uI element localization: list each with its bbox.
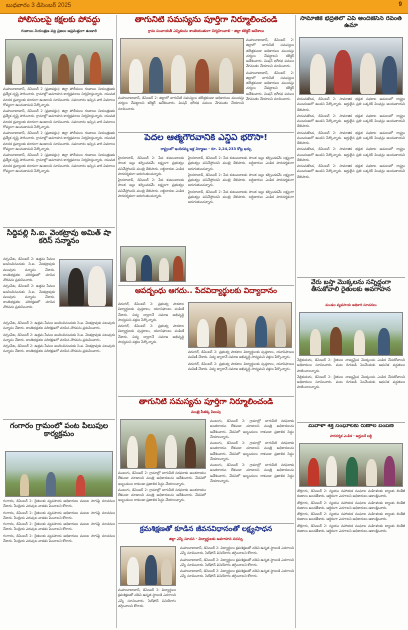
- photo-social-security: [299, 37, 403, 95]
- story-gangaram-headline: గంగారం గ్రామంలో పంట పిలుపుల కార్యక్రమం: [9, 422, 109, 438]
- story-women-body: తొర్రూరు, డిసెంబర్ 2: స్వయం సహాయక సంఘాల మహిళలకు బ్యాంకు లింకేజీ రుణాలు అందజేశారు. ఆర్థికంగా ఎదగాలని అధికారులు ఆకాంక్షించారు. తొర్రూరు, డిసెంబర్ 2: స్వయం సహాయక సంఘాల మహిళలకు బ్యాంకు లింకేజీ రుణాలు అందజేశారు. ఆర్థికంగా ఎదగాలని అధికారులు ఆకాంక్షించారు. తొర్రూరు, డిసెంబర్ 2: స్వయం సహాయక సంఘాల మహిళలకు బ్యాంకు లింకేజీ రుణాలు అందజేశారు. ఆర్థికంగా ఎదగాలని అధికారులు ఆకాంక్షించారు. తొర్రూరు, డిసెంబర్ 2: స్వయం సహాయక సంఘాల మహిళలకు బ్యాంకు లింకేజీ రుణాలు అందజేశారు. ఆర్థికంగా ఎదగాలని అధికారులు ఆకాంక్షించారు.: [297, 489, 405, 533]
- story-housing-sub: రాష్ట్రంలో ఇందిరమ్మ ఇళ్ల నిర్మాణం - రూ. 2,24,233 కోట్ల ఖర్చు: [160, 147, 252, 151]
- photo-education-event: [188, 302, 292, 348]
- photo-saplings-farmers: [299, 312, 403, 356]
- column-divider: [116, 15, 117, 628]
- photo-discipline-students: [120, 546, 176, 586]
- story-housing-body-right: హైదరాబాద్, డిసెంబర్ 2: పేద కుటుంబాలకు సొంత ఇల్లు కల్పించడమే లక్ష్యంగా ప్రభుత్వం పనిచేస్తోందని మంత్రి తెలిపారు. లబ్ధిదారుల ఎంపిక పారదర్శకంగా జరుగుతుందన్నారు. హైదరాబాద్, డిసెంబర్ 2: పేద కుటుంబాలకు సొంత ఇల్లు కల్పించడమే లక్ష్యంగా ప్రభుత్వం పనిచేస్తోందని మంత్రి తెలిపారు. లబ్ధిదారుల ఎంపిక పారదర్శకంగా జరుగుతుందన్నారు. హైదరాబాద్, డిసెంబర్ 2: పేద కుటుంబాలకు సొంత ఇల్లు కల్పించడమే లక్ష్యంగా ప్రభుత్వం పనిచేస్తోందని మంత్రి తెలిపారు. లబ్ధిదారుల ఎంపిక పారదర్శకంగా జరుగుతుందన్నారు.: [188, 156, 294, 205]
- column-right: [297, 15, 405, 628]
- story-saplings-headline: వేరు బస్తా మొక్కలను సన్నిద్దంగా తీసుకోవాలి రైతులకు అవగాహన: [311, 279, 391, 293]
- photo-minister-visit: [120, 419, 206, 469]
- story-minister-body-right: ములుగు, డిసెంబర్ 2: గ్రామాల్లో తాగునీటి సరఫరాకు అంతరాయం లేకుండా చూడాలని మంత్రి అధికారులను ఆదేశించారు. వేసవిలో ఇబ్బందులు రాకుండా ప్రణాళిక సిద్ధం చేయాలన్నారు. ములుగు, డిసెంబర్ 2: గ్రామాల్లో తాగునీటి సరఫరాకు అంతరాయం లేకుండా చూడాలని మంత్రి అధికారులను ఆదేశించారు. వేసవిలో ఇబ్బందులు రాకుండా ప్రణాళిక సిద్ధం చేయాలన్నారు. ములుగు, డిసెంబర్ 2: గ్రామాల్లో తాగునీటి సరఫరాకు అంతరాయం లేకుండా చూడాలని మంత్రి అధికారులను ఆదేశించారు. వేసవిలో ఇబ్బందులు రాకుండా ప్రణాళిక సిద్ధం చేయాలన్నారు.: [210, 419, 294, 483]
- story-minister-sub: మంత్రి సీతక్క పిలుపు: [191, 410, 221, 414]
- page-header-bar: [0, 0, 408, 14]
- story-drinkingwater-caption: మహబూబాబాద్, డిసెంబర్ 2: జిల్లాలో తాగునీటి సమస్యలు తలెత్తకుండా అధికారులు ముందస్తు చర్యలు చేపట్టాలని కలెక్టర్ ఆదేశించారు. మిషన్ భగీరథ పనులు వేగవంతం చేయాలని సూచించారు.: [118, 96, 244, 111]
- story-ci-body: నర్సంపేట, డిసెంబర్ 2: ఉత్తమ సేవలు అందించినందుకు సి.ఐ. వెంకట్రావుకు పలువురు సన్మానం చేశారు. శాంతిభద్రతల పరిరక్షణలో చూపిన చొరవను ప్రశంసించారు. నర్సంపేట, డిసెంబర్ 2: ఉత్తమ సేవలు అందించినందుకు సి.ఐ. వెంకట్రావుకు పలువురు సన్మానం చేశారు. శాంతిభద్రతల పరిరక్షణలో చూపిన చొరవను ప్రశంసించారు.: [3, 257, 55, 310]
- story-social-headline: సామాజిక భద్రతలో ఏపీ అందజేసిన రేవంత్ ఉమా: [300, 16, 402, 29]
- story-housing-headline: పేదల ఆత్మగౌరవానికి ఎన్డీఏ భరోసా!: [144, 134, 268, 143]
- story-drinkingwater-headline: తాగునీటి సమస్యను పూర్తిగా నిర్మూలించండి: [134, 16, 278, 25]
- photo-crop-field: [5, 451, 113, 497]
- photo-collector-meeting: [120, 38, 244, 94]
- story-women-sub: పారదర్శక ఎంపిక - అర్హులకే లబ్ధి: [329, 434, 373, 438]
- story-women-headline: మహిళా శక్తి సంఘాలకు రుణాల పంపిణీ: [308, 424, 394, 429]
- story-discipline-body-left: మహబూబాబాద్, డిసెంబర్ 2: విద్యార్థులు క్రమశిక్షణతో చదివి ఉన్నత స్థాయికి ఎదగాలని ఎస్పీ సూచించారు. సెల్‌ఫోన్ వినియోగం తగ్గించాలని కోరారు.: [118, 588, 176, 608]
- story-ci-headline: సిద్దిపల్లి సి.ఐ. వెంకట్రావు అమిత్ షా కరిస్ సన్మానం: [6, 229, 112, 245]
- story-discipline-headline: క్రమశిక్షణతో కూడిన జీవనవిధానంతో లక్ష్యసాధన: [139, 525, 273, 533]
- story-gangaram-body: గంగారం, డిసెంబర్ 2: రైతులకు వ్యవసాయ అధికారులు పంటల సాగుపై సూచనలు చేశారు. సేంద్రియ ఎరువుల వాడకం పెంచాలని కోరారు. గంగారం, డిసెంబర్ 2: రైతులకు వ్యవసాయ అధికారులు పంటల సాగుపై సూచనలు చేశారు. సేంద్రియ ఎరువుల వాడకం పెంచాలని కోరారు. గంగారం, డిసెంబర్ 2: రైతులకు వ్యవసాయ అధికారులు పంటల సాగుపై సూచనలు చేశారు. సేంద్రియ ఎరువుల వాడకం పెంచాలని కోరారు. గంగారం, డిసెంబర్ 2: రైతులకు వ్యవసాయ అధికారులు పంటల సాగుపై సూచనలు చేశారు. సేంద్రియ ఎరువుల వాడకం పెంచాలని కోరారు.: [3, 499, 115, 543]
- story-minister-body-left: ములుగు, డిసెంబర్ 2: గ్రామాల్లో తాగునీటి సరఫరాకు అంతరాయం లేకుండా చూడాలని మంత్రి అధికారులను ఆదేశించారు. వేసవిలో ఇబ్బందులు రాకుండా ప్రణాళిక సిద్ధం చేయాలన్నారు. ములుగు, డిసెంబర్ 2: గ్రామాల్లో తాగునీటి సరఫరాకు అంతరాయం లేకుండా చూడాలని మంత్రి అధికారులను ఆదేశించారు. వేసవిలో ఇబ్బందులు రాకుండా ప్రణాళిక సిద్ధం చేయాలన్నారు.: [118, 471, 206, 503]
- story-education-body-left: వరంగల్, డిసెంబర్ 2: ప్రభుత్వ పాఠశాల విద్యార్థులకు పుస్తకాలు, యూనిఫాంలు పంపిణీ చేశారు. విద్య ద్వారానే సమాజ అభివృద్ధి సాధ్యమని వక్తలు పేర్కొన్నారు. వరంగల్, డిసెంబర్ 2: ప్రభుత్వ పాఠశాల విద్యార్థులకు పుస్తకాలు, యూనిఫాంలు పంపిణీ చేశారు. విద్య ద్వారానే సమాజ అభివృద్ధి సాధ్యమని వక్తలు పేర్కొన్నారు.: [118, 302, 184, 344]
- story-drinkingwater-body: మహబూబాబాద్, డిసెంబర్ 2: జిల్లాలో తాగునీటి సమస్యలు తలెత్తకుండా అధికారులు ముందస్తు చర్యలు చేపట్టాలని కలెక్టర్ ఆదేశించారు. మిషన్ భగీరథ పనులు వేగవంతం చేయాలని సూచించారు. మహబూబాబాద్, డిసెంబర్ 2: జిల్లాలో తాగునీటి సమస్యలు తలెత్తకుండా అధికారులు ముందస్తు చర్యలు చేపట్టాలని కలెక్టర్ ఆదేశించారు. మిషన్ భగీరథ పనులు వేగవంతం చేయాలని సూచించారు.: [246, 38, 294, 101]
- story-saplings-sub: మండల వ్యవసాయ అధికారి సూచనలు: [325, 303, 377, 307]
- column-divider: [295, 15, 296, 628]
- story-police-headline: పోలీసులపై కక్షలకు పోవద్దు: [17, 16, 101, 24]
- story-saplings-body: నెల్లికుదురు, డిసెంబర్ 2: రైతులు నాణ్యమైన మొక్కలను ఎంపిక చేసుకోవాలని అధికారులు సూచించారు. పంట దిగుబడి పెంచేందుకు ఆధునిక పద్ధతులు పాటించాలన్నారు. నెల్లికుదురు, డిసెంబర్ 2: రైతులు నాణ్యమైన మొక్కలను ఎంపిక చేసుకోవాలని అధికారులు సూచించారు. పంట దిగుబడి పెంచేందుకు ఆధునిక పద్ధతులు పాటించాలన్నారు.: [297, 358, 405, 390]
- story-social-body: హనుమకొండ, డిసెంబర్ 2: సామాజిక భద్రత పథకాల అమలులో రాష్ట్రం ముందంజలో ఉందని పేర్కొన్నారు. అర్హులైన ప్రతి ఒక్కరికీ పింఛన్లు అందుతాయని తెలిపారు. హనుమకొండ, డిసెంబర్ 2: సామాజిక భద్రత పథకాల అమలులో రాష్ట్రం ముందంజలో ఉందని పేర్కొన్నారు. అర్హులైన ప్రతి ఒక్కరికీ పింఛన్లు అందుతాయని తెలిపారు. హనుమకొండ, డిసెంబర్ 2: సామాజిక భద్రత పథకాల అమలులో రాష్ట్రం ముందంజలో ఉందని పేర్కొన్నారు. అర్హులైన ప్రతి ఒక్కరికీ పింఛన్లు అందుతాయని తెలిపారు. హనుమకొండ, డిసెంబర్ 2: సామాజిక భద్రత పథకాల అమలులో రాష్ట్రం ముందంజలో ఉందని పేర్కొన్నారు. అర్హులైన ప్రతి ఒక్కరికీ పింఛన్లు అందుతాయని తెలిపారు. హనుమకొండ, డిసెంబర్ 2: సామాజిక భద్రత పథకాల అమలులో రాష్ట్రం ముందంజలో ఉందని పేర్కొన్నారు. అర్హులైన ప్రతి ఒక్కరికీ పింఛన్లు అందుతాయని తెలిపారు.: [297, 97, 405, 179]
- story-ci-body-cont: నర్సంపేట, డిసెంబర్ 2: ఉత్తమ సేవలు అందించినందుకు సి.ఐ. వెంకట్రావుకు పలువురు సన్మానం చేశారు. శాంతిభద్రతల పరిరక్షణలో చూపిన చొరవను ప్రశంసించారు. నర్సంపేట, డిసెంబర్ 2: ఉత్తమ సేవలు అందించినందుకు సి.ఐ. వెంకట్రావుకు పలువురు సన్మానం చేశారు. శాంతిభద్రతల పరిరక్షణలో చూపిన చొరవను ప్రశంసించారు. నర్సంపేట, డిసెంబర్ 2: ఉత్తమ సేవలు అందించినందుకు సి.ఐ. వెంకట్రావుకు పలువురు సన్మానం చేశారు. శాంతిభద్రతల పరిరక్షణలో చూపిన చొరవను ప్రశంసించారు.: [3, 321, 115, 354]
- story-discipline-body-right: మహబూబాబాద్, డిసెంబర్ 2: విద్యార్థులు క్రమశిక్షణతో చదివి ఉన్నత స్థాయికి ఎదగాలని ఎస్పీ సూచించారు. సెల్‌ఫోన్ వినియోగం తగ్గించాలని కోరారు. మహబూబాబాద్, డిసెంబర్ 2: విద్యార్థులు క్రమశిక్షణతో చదివి ఉన్నత స్థాయికి ఎదగాలని ఎస్పీ సూచించారు. సెల్‌ఫోన్ వినియోగం తగ్గించాలని కోరారు. మహబూబాబాద్, డిసెంబర్ 2: విద్యార్థులు క్రమశిక్షణతో చదివి ఉన్నత స్థాయికి ఎదగాలని ఎస్పీ సూచించారు. సెల్‌ఫోన్ వినియోగం తగ్గించాలని కోరారు.: [180, 546, 294, 579]
- photo-women-groups: [299, 443, 403, 487]
- story-drinkingwater-sub: గ్రామ పంచాయతీ ఎన్నికలను శాంతియుతంగా నిర్వహించాలి - జిల్లా కలెక్టర్ ఆదేశాలు: [148, 29, 264, 33]
- story-police-sub: గంజాయి నియంత్రణ పట్ల ప్రజలు అప్రమత్తంగా ఉండాలి: [21, 29, 97, 33]
- photo-ci-felicitation: [59, 259, 113, 307]
- story-housing-body-left: హైదరాబాద్, డిసెంబర్ 2: పేద కుటుంబాలకు సొంత ఇల్లు కల్పించడమే లక్ష్యంగా ప్రభుత్వం పనిచేస్తోందని మంత్రి తెలిపారు. లబ్ధిదారుల ఎంపిక పారదర్శకంగా జరుగుతుందన్నారు. హైదరాబాద్, డిసెంబర్ 2: పేద కుటుంబాలకు సొంత ఇల్లు కల్పించడమే లక్ష్యంగా ప్రభుత్వం పనిచేస్తోందని మంత్రి తెలిపారు. లబ్ధిదారుల ఎంపిక పారదర్శకంగా జరుగుతుందన్నారు.: [118, 156, 184, 198]
- photo-housing-ceremony: [120, 246, 186, 282]
- story-education-body-right: వరంగల్, డిసెంబర్ 2: ప్రభుత్వ పాఠశాల విద్యార్థులకు పుస్తకాలు, యూనిఫాంలు పంపిణీ చేశారు. విద్య ద్వారానే సమాజ అభివృద్ధి సాధ్యమని వక్తలు పేర్కొన్నారు. వరంగల్, డిసెంబర్ 2: ప్రభుత్వ పాఠశాల విద్యార్థులకు పుస్తకాలు, యూనిఫాంలు పంపిణీ చేశారు. విద్య ద్వారానే సమాజ అభివృద్ధి సాధ్యమని వక్తలు పేర్కొన్నారు.: [188, 350, 294, 371]
- story-police-body: మహబూబాబాద్, డిసెంబర్ 2 (ప్రజాపక్షం): జిల్లా పోలీసులు గంజాయి నియంత్రణకు ప్రత్యేక దృష్టి సారించారు. గ్రామాల్లో అవగాహన కార్యక్రమాలు నిర్వహిస్తున్నారు. యువత మాదక ద్రవ్యాలకు దూరంగా ఉండాలని సూచించారు. సమాచారం ఇచ్చిన వారి వివరాలు గోప్యంగా ఉంచుతామని పేర్కొన్నారు. మహబూబాబాద్, డిసెంబర్ 2 (ప్రజాపక్షం): జిల్లా పోలీసులు గంజాయి నియంత్రణకు ప్రత్యేక దృష్టి సారించారు. గ్రామాల్లో అవగాహన కార్యక్రమాలు నిర్వహిస్తున్నారు. యువత మాదక ద్రవ్యాలకు దూరంగా ఉండాలని సూచించారు. సమాచారం ఇచ్చిన వారి వివరాలు గోప్యంగా ఉంచుతామని పేర్కొన్నారు. మహబూబాబాద్, డిసెంబర్ 2 (ప్రజాపక్షం): జిల్లా పోలీసులు గంజాయి నియంత్రణకు ప్రత్యేక దృష్టి సారించారు. గ్రామాల్లో అవగాహన కార్యక్రమాలు నిర్వహిస్తున్నారు. యువత మాదక ద్రవ్యాలకు దూరంగా ఉండాలని సూచించారు. సమాచారం ఇచ్చిన వారి వివరాలు గోప్యంగా ఉంచుతామని పేర్కొన్నారు. మహబూబాబాద్, డిసెంబర్ 2 (ప్రజాపక్షం): జిల్లా పోలీసులు గంజాయి నియంత్రణకు ప్రత్యేక దృష్టి సారించారు. గ్రామాల్లో అవగాహన కార్యక్రమాలు నిర్వహిస్తున్నారు. యువత మాదక ద్రవ్యాలకు దూరంగా ఉండాలని సూచించారు. సమాచారం ఇచ్చిన వారి వివరాలు గోప్యంగా ఉంచుతామని పేర్కొన్నారు.: [3, 87, 115, 173]
- photo-police-awareness: [5, 39, 113, 85]
- column-left: [3, 15, 115, 628]
- column-center: [118, 15, 294, 628]
- story-education-headline: ఆపద్బంధు ఆగదు.. పేదవిద్యార్థులకు విద్యాదానం: [134, 287, 277, 295]
- header-date: బుధవారం 3 డిసెంబర్ 2025: [6, 3, 72, 9]
- page-number: 9: [398, 2, 402, 8]
- story-minister-headline: తాగునీటి సమస్యను పూర్తిగా నిర్మూలించండి: [138, 398, 274, 406]
- story-discipline-sub: జిల్లా ఎస్పీ సూచన - విద్యార్థులకు అవగాహన సదస్సు: [169, 537, 243, 541]
